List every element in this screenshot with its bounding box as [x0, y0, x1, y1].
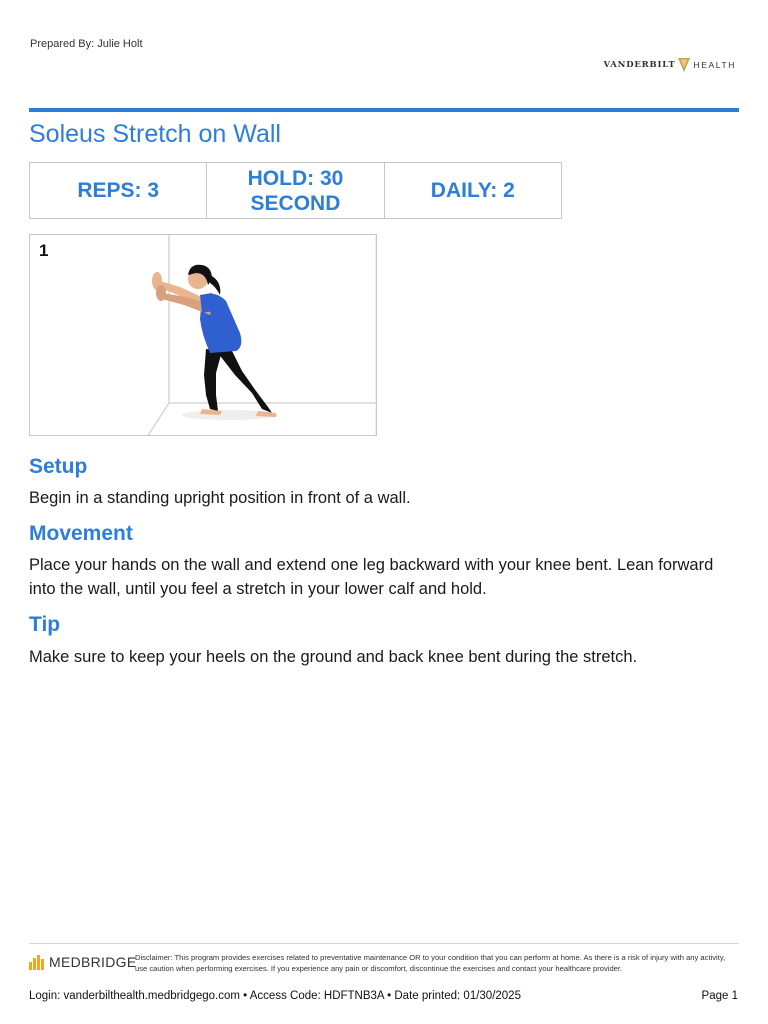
- logo-word-health: HEALTH: [693, 60, 736, 70]
- hold-cell: [207, 163, 384, 218]
- reps-cell: [30, 163, 207, 218]
- v-shield-icon: [678, 58, 690, 72]
- title-rule: [29, 108, 739, 112]
- medbridge-wordmark: MEDBRIDGE: [49, 954, 137, 970]
- logo-word-vanderbilt: VANDERBILT: [603, 60, 676, 70]
- prepared-by: Prepared By: Julie Holt: [30, 38, 143, 50]
- exercise-illustration: [30, 235, 377, 436]
- movement-heading: Movement: [29, 522, 133, 545]
- movement-text: Place your hands on the wall and extend one leg backward with your knee bent. Lean forward into the wall, until you feel a stretch in your lower calf and hold.: [29, 556, 714, 598]
- daily-value: DAILY: 2: [430, 179, 515, 202]
- setup-text: Begin in a standing upright position in front of a wall.: [29, 489, 411, 507]
- hold-value: HOLD: 30: [247, 166, 344, 190]
- step-number: 1: [39, 241, 49, 260]
- setup-heading: Setup: [29, 455, 88, 478]
- reps-value: REPS: 3: [77, 179, 160, 202]
- disclaimer-text: Disclaimer: This program provides exercises related to preventative maintenance OR to your condition that you can perform at home. As there is a risk of injury with any activity, use caution when performing exercises. If you experience any pain or discomfort, discontinue the exercises and contact your healthcare provider.: [135, 953, 726, 973]
- medbridge-logo: [29, 954, 137, 970]
- hold-unit: SECOND: [250, 191, 341, 215]
- exercise-image: [29, 234, 377, 436]
- footer-info-line: Login: vanderbilthealth.medbridgego.com • Access Code: HDFTNB3A • Date printed: 01/30/2025: [29, 990, 521, 1002]
- tip-text: Make sure to keep your heels on the ground and back knee bent during the stretch.: [29, 648, 638, 666]
- footer-rule: [29, 943, 739, 944]
- tip-heading: Tip: [29, 613, 61, 636]
- vanderbilt-health-logo: [604, 58, 737, 72]
- medbridge-logo-icon: [29, 954, 45, 970]
- daily-cell: [385, 163, 561, 218]
- exercise-title: Soleus Stretch on Wall: [29, 120, 281, 148]
- exercise-params-table: [29, 162, 562, 219]
- page-number: Page 1: [701, 990, 738, 1002]
